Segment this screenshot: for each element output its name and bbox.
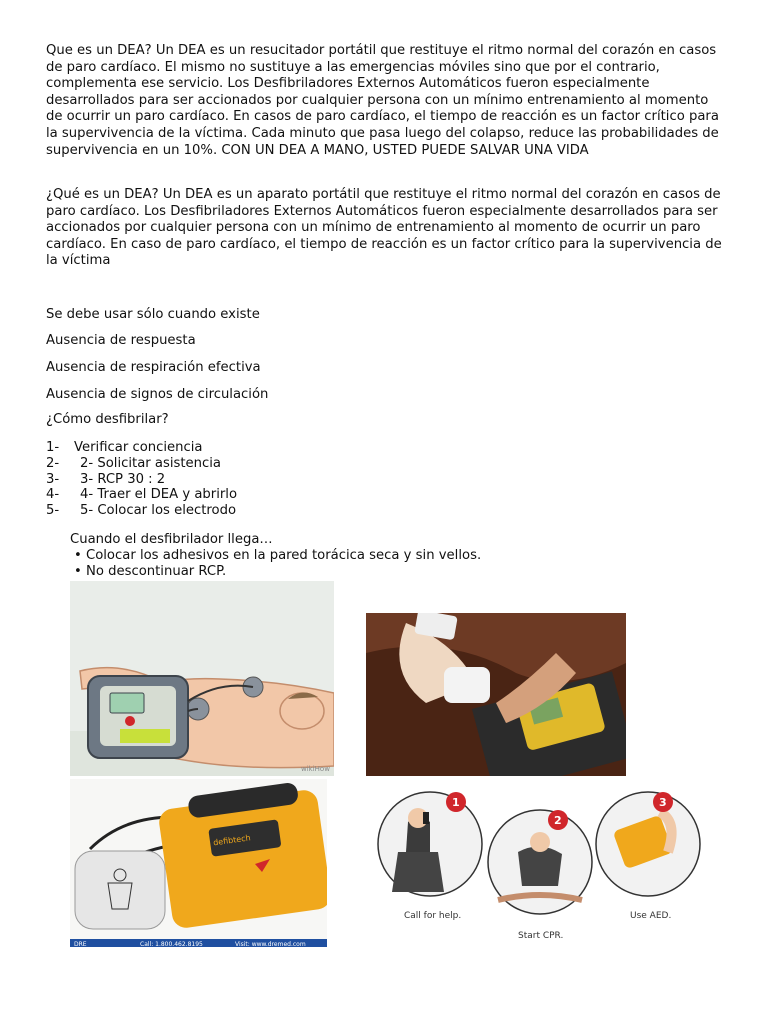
step-text: 4- Traer el DEA y abrirlo [80,487,238,503]
step-badge: 2 [554,814,562,827]
bullet-dot: • [74,548,86,563]
how-title: ¿Cómo desfibrilar? [46,412,169,427]
footer-phone: Call: 1.800.462.8195 [140,941,203,947]
step-text: 5- Colocar los electrodo [80,503,237,519]
steps-list [46,440,237,519]
three-steps-illustration [368,782,708,947]
step-badge: 3 [659,796,667,809]
list-item [46,440,237,456]
list-item [46,503,237,519]
step-caption: Call for help. [404,911,462,921]
step-caption: Start CPR. [518,931,564,941]
bullet-item: • No descontinuar RCP. [74,564,227,579]
step-text: 2- Solicitar asistencia [80,455,222,471]
list-item [46,472,237,488]
footer-logo-text: DRE [74,941,87,947]
intro-paragraph: Que es un DEA? Un DEA es un resucitador portátil que restituye el ritmo normal del corazón en casos de paro cardíaco. El mismo no sustituye a las emergencias móviles sino que por el contrario, complementa ese servicio. Los Desfibriladores Externos Automáticos fueron especialmente desarrollados para ser accionados por cualquier persona con un mínimo entrenamiento al momento de ocurrir un paro cardíaco. En casos de paro cardíaco, el tiempo de reacción es un factor crítico para la supervivencia de la víctima. Cada minuto que pasa luego del colapso, reduce las probabilidades de supervivencia en un 10%. CON UN DEA A MANO, USTED PUEDE SALVAR UNA VIDA [46,43,719,158]
step-text: Verificar conciencia [74,440,203,455]
step-number: 1- [46,440,60,455]
condition-item: Ausencia de signos de circulación [46,387,269,402]
condition-item: Ausencia de respuesta [46,333,196,348]
step-text: 3- RCP 30 : 2 [80,471,166,487]
aed-illustration-image [70,581,334,776]
bullet-dot: • [74,564,86,579]
definition-paragraph: ¿Qué es un DEA? Un DEA es un aparato portátil que restituye el ritmo normal del corazón en casos de paro cardíaco. Los Desfibriladores Externos Automáticos fueron especialmente desarrollados para ser accionados por cualquier persona con un mínimo de entrenamiento al momento de ocurrir un paro cardíaco. En caso de paro cardíaco, el tiempo de reacción es un factor crítico para la supervivencia de la víctima [46,187,722,269]
bullet-item: • Colocar los adhesivos en la pared torácica seca y sin vellos. [74,548,482,563]
step-number: 3- [46,471,60,487]
list-item [46,487,237,503]
use-when-text: Se debe usar sólo cuando existe [46,307,260,322]
aed-device-photo [70,779,327,947]
arrival-block [70,532,481,580]
step-badge: 1 [452,796,460,809]
wikihow-watermark: wikiHow [301,765,330,773]
condition-item: Ausencia de respiración efectiva [46,360,261,375]
pad-placement-photo [366,613,626,776]
step-number: 2- [46,455,60,471]
step-number: 4- [46,487,60,503]
step-caption: Use AED. [630,911,672,921]
step-number: 5- [46,503,60,519]
arrival-title: Cuando el desfibrilador llega… [70,532,273,547]
aed-brand-label: defibtech [212,833,252,848]
list-item [46,456,237,472]
footer-web: Visit: www.dremed.com [235,941,306,947]
